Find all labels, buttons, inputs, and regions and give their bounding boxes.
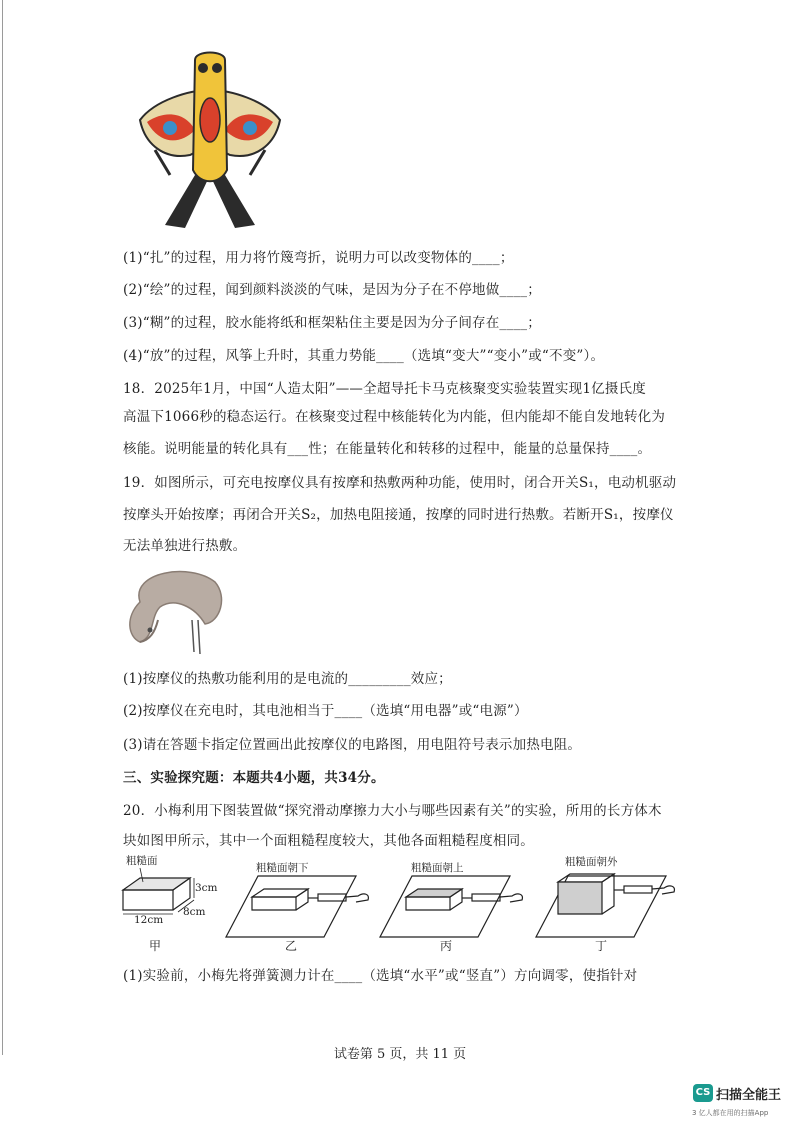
label-rough-face: 粗糙面 — [126, 855, 158, 867]
label-dim-height: 3cm — [195, 882, 218, 894]
page-edge — [2, 0, 3, 1055]
q19-line1: 19．如图所示，可充电按摩仪具有按摩和热敷两种功能，使用时，闭合开关S₁，电动机驱动 — [123, 475, 677, 491]
q20-part1: (1)实验前，小梅先将弹簧测力计在____（选填“水平”或“竖直”）方向调零，使指针对 — [123, 968, 638, 984]
label-rough-up: 粗糙面朝上 — [411, 862, 464, 874]
camscanner-tagline: 3 亿人都在用的扫描App — [692, 1109, 769, 1117]
q18-line3: 核能。说明能量的转化具有___性；在能量转化和转移的过程中，能量的总量保持____。 — [123, 441, 652, 457]
q19-part2: (2)按摩仪在充电时，其电池相当于____（选填“用电器”或“电源”） — [123, 703, 528, 719]
q20-line2: 块如图甲所示，其中一个面粗糙程度较大，其他各面粗糙程度相同。 — [123, 833, 534, 849]
caption-yi: 乙 — [285, 939, 298, 953]
q17-part4: (4)“放”的过程，风筝上升时，其重力势能____（选填“变大”“变小”或“不变”）。 — [123, 348, 605, 364]
q19-line3: 无法单独进行热敷。 — [123, 538, 247, 554]
label-dim-width: 8cm — [183, 906, 206, 918]
q19-part3: (3)请在答题卡指定位置画出此按摩仪的电路图，用电阻符号表示加热电阻。 — [123, 737, 582, 753]
q17-part2: (2)“绘”的过程，闻到颜料淡淡的气味，是因为分子在不停地做____； — [123, 282, 541, 298]
figure-yi — [226, 876, 368, 937]
massager-image — [120, 562, 228, 658]
q18-line1: 18．2025年1月，中国“人造太阳”——全超导托卡马克核聚变实验装置实现1亿摄氏度 — [123, 381, 646, 397]
label-rough-out: 粗糙面朝外 — [565, 856, 618, 868]
q18-line2: 高温下1066秒的稳态运行。在核聚变过程中核能转化为内能，但内能却不能自发地转化为 — [123, 409, 666, 425]
q19-line2: 按摩头开始按摩；再闭合开关S₂，加热电阻接通，按摩的同时进行热敷。若断开S₁，按摩仪 — [123, 507, 674, 523]
caption-jia: 甲 — [149, 939, 162, 953]
figure-bing — [380, 876, 522, 937]
q17-part3: (3)“糊”的过程，胶水能将纸和框架粘住主要是因为分子间存在____； — [123, 315, 541, 331]
caption-ding: 丁 — [595, 939, 608, 953]
camscanner-logo: CS — [693, 1084, 713, 1102]
kite-image — [135, 50, 285, 228]
q19-part1: (1)按摩仪的热敷功能利用的是电流的_________效应； — [123, 671, 452, 687]
label-dim-length: 12cm — [134, 914, 164, 926]
caption-bing: 丙 — [440, 939, 453, 953]
camscanner-name: 扫描全能王 — [716, 1088, 782, 1103]
q17-part1: (1)“扎”的过程，用力将竹篾弯折，说明力可以改变物体的____； — [123, 250, 514, 266]
section3-heading: 三、实验探究题：本题共4小题，共34分。 — [123, 770, 385, 786]
page-footer: 试卷第 5 页，共 11 页 — [333, 1047, 467, 1062]
q20-line1: 20．小梅利用下图装置做“探究滑动摩擦力大小与哪些因素有关”的实验，所用的长方体木 — [123, 803, 662, 819]
figure-ding — [536, 874, 674, 937]
label-rough-down: 粗糙面朝下 — [256, 862, 309, 874]
